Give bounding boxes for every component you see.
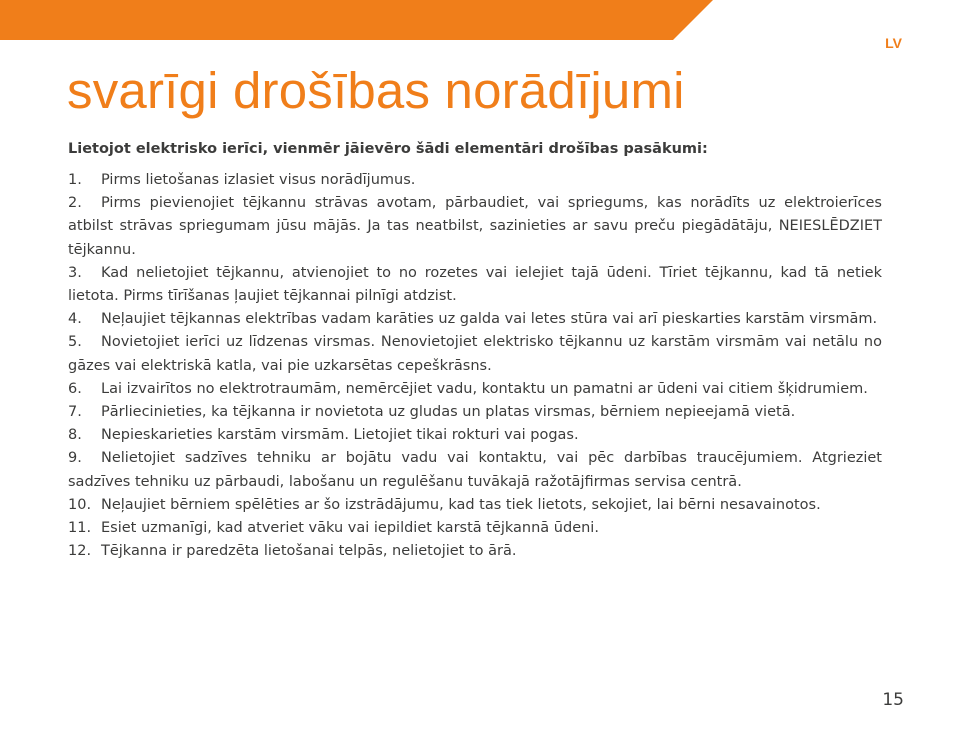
item-number: 9. [68, 450, 82, 467]
list-item [68, 378, 882, 401]
page-title: svarīgi drošības norādījumi [67, 62, 685, 119]
list-item [68, 447, 882, 493]
item-number: 7. [68, 404, 82, 421]
language-code: LV [885, 35, 902, 51]
intro-text: Lietojot elektrisko ierīci, vienmēr jāievēro šādi elementāri drošības pasākumi: [68, 141, 708, 157]
item-text: Pirms pievienojiet tējkannu strāvas avotam, pārbaudiet, vai spriegums, kas norādīts uz elektroierīces atbilst strāvas spriegumam jūsu mājās. Ja tas neatbilst, sazinieties ar savu preču piegādātāju, NEIESLĒDZIET tējkannu. [68, 195, 882, 258]
item-number: 2. [68, 195, 82, 212]
list-item [68, 308, 882, 331]
list-item [68, 192, 882, 262]
item-text: Neļaujiet tējkannas elektrības vadam karāties uz galda vai letes stūra vai arī pieskarties karstām virsmām. [101, 311, 878, 328]
header-accent-bar [0, 0, 954, 40]
item-text: Nepieskarieties karstām virsmām. Lietojiet tikai rokturi vai pogas. [101, 427, 579, 444]
safety-instructions-list [68, 169, 882, 563]
item-text: Pārliecinieties, ka tējkanna ir novietota uz gludas un platas virsmas, bērniem nepieejamā vietā. [101, 404, 796, 421]
item-text: Nelietojiet sadzīves tehniku ar bojātu vadu vai kontaktu, vai pēc darbības traucējumiem. Atgrieziet sadzīves tehniku uz pārbaudi, labošanu un regulēšanu tuvākajā ražotājfirmas servisa centrā. [68, 450, 882, 490]
list-item [68, 262, 882, 308]
item-number: 4. [68, 311, 82, 328]
item-text: Pirms lietošanas izlasiet visus norādījumus. [101, 172, 416, 188]
item-number: 12. [68, 543, 92, 560]
item-text: Novietojiet ierīci uz līdzenas virsmas. Nenovietojiet elektrisko tējkannu uz karstām virsmām vai netālu no gāzes vai elektriskā katla, vai pie uzkarsētas cepeškrāsns. [68, 334, 882, 374]
list-item [68, 424, 882, 447]
list-item [68, 401, 882, 424]
item-number: 3. [68, 264, 82, 281]
item-text: Lai izvairītos no elektrotraumām, nemērcējiet vadu, kontaktu un pamatni ar ūdeni vai citiem šķidrumiem. [101, 380, 868, 397]
item-number: 1. [68, 172, 82, 188]
item-number: 11. [68, 520, 92, 537]
list-item [68, 540, 882, 563]
list-item [68, 169, 882, 192]
page-number: 15 [882, 690, 904, 710]
item-number: 10. [68, 496, 92, 513]
item-text: Tējkanna ir paredzēta lietošanai telpās, nelietojiet to ārā. [101, 543, 517, 560]
item-number: 6. [68, 380, 82, 397]
item-text: Esiet uzmanīgi, kad atveriet vāku vai iepildiet karstā tējkannā ūdeni. [101, 520, 599, 537]
item-text: Neļaujiet bērniem spēlēties ar šo izstrādājumu, kad tas tiek lietots, sekojiet, lai bērni nesavainotos. [101, 496, 821, 513]
list-item [68, 331, 882, 377]
item-number: 8. [68, 427, 82, 444]
item-text: Kad nelietojiet tējkannu, atvienojiet to no rozetes vai ielejiet tajā ūdeni. Tīriet tējkannu, kad tā netiek lietota. Pirms tīrīšanas ļaujiet tējkannai pilnīgi atdzist. [68, 264, 882, 305]
list-item [68, 517, 882, 540]
list-item [68, 494, 882, 517]
item-number: 5. [68, 334, 82, 351]
